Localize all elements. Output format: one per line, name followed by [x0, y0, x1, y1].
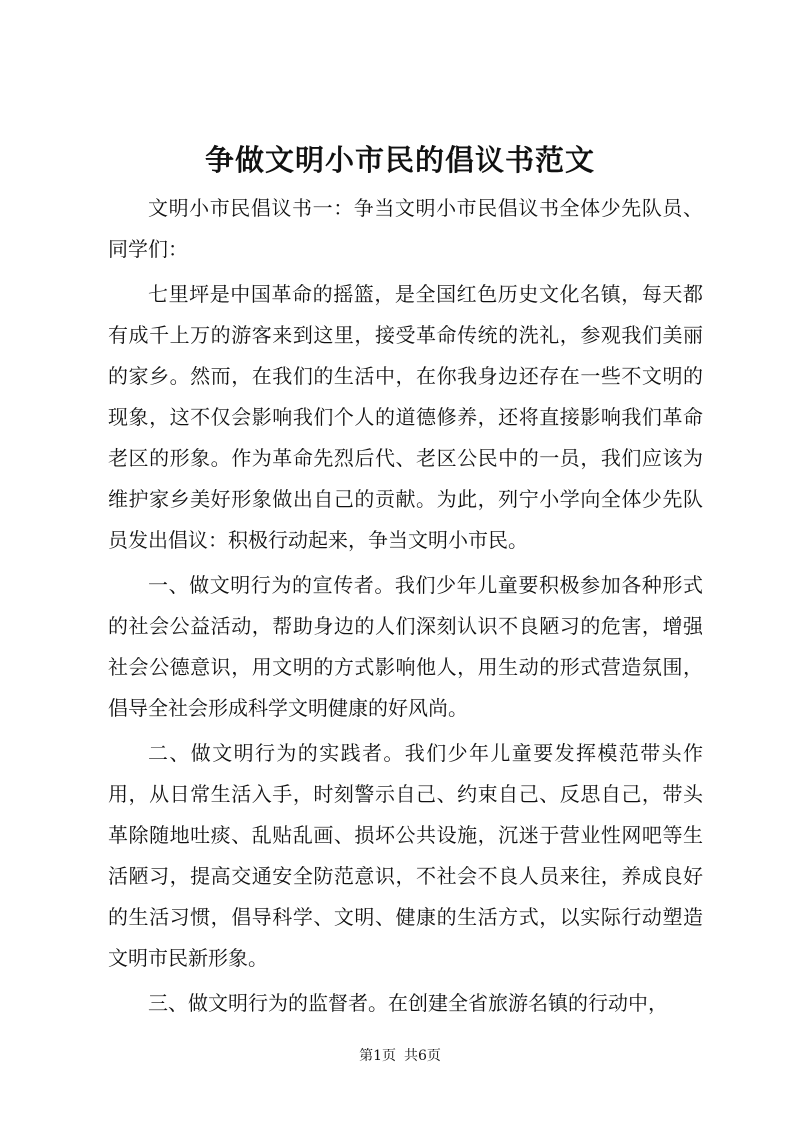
paragraph-point-three: 三、做文明行为的监督者。在创建全省旅游名镇的行动中，	[148, 991, 668, 1015]
page-number: 第1页	[359, 1048, 396, 1064]
document-title: 争做文明小市民的倡议书范文	[204, 143, 595, 177]
document-body	[108, 188, 703, 1028]
paragraph-point-two: 二、做文明行为的实践者。我们少年儿童要发挥模范带头作用，从日常生活入手，时刻警示自己、约束自己、反思自己，带头革除随地吐痰、乱贴乱画、损坏公共设施，沉迷于营业性网吧等生活陋习，提高交通安全防范意识，不社会不良人员来往，养成良好的生活习惯，倡导科学、文明、健康的生活方式，以实际行动塑造文明市民新形象。	[108, 741, 703, 970]
page-total: 共6页	[404, 1048, 441, 1064]
paragraph-intro: 七里坪是中国革命的摇篮，是全国红色历史文化名镇，每天都有成千上万的游客来到这里，接受革命传统的洗礼，参观我们美丽的家乡。然而，在我们的生活中，在你我身边还存在一些不文明的现象，这不仅会影响我们个人的道德修养，还将直接影响我们革命老区的形象。作为革命先烈后代、老区公民中的一员，我们应该为维护家乡美好形象做出自己的贡献。为此，列宁小学向全体少先队员发出倡议：积极行动起来，争当文明小市民。	[108, 282, 703, 552]
paragraph-salutation: 文明小市民倡议书一：争当文明小市民倡议书全体少先队员、同学们：	[108, 196, 703, 261]
page-footer	[0, 1046, 800, 1066]
paragraph-point-one: 一、做文明行为的宣传者。我们少年儿童要积极参加各种形式的社会公益活动，帮助身边的人们深刻认识不良陋习的危害，增强社会公德意识，用文明的方式影响他人，用生动的形式营造氛围，倡导全社会形成科学文明健康的好风尚。	[108, 573, 703, 720]
